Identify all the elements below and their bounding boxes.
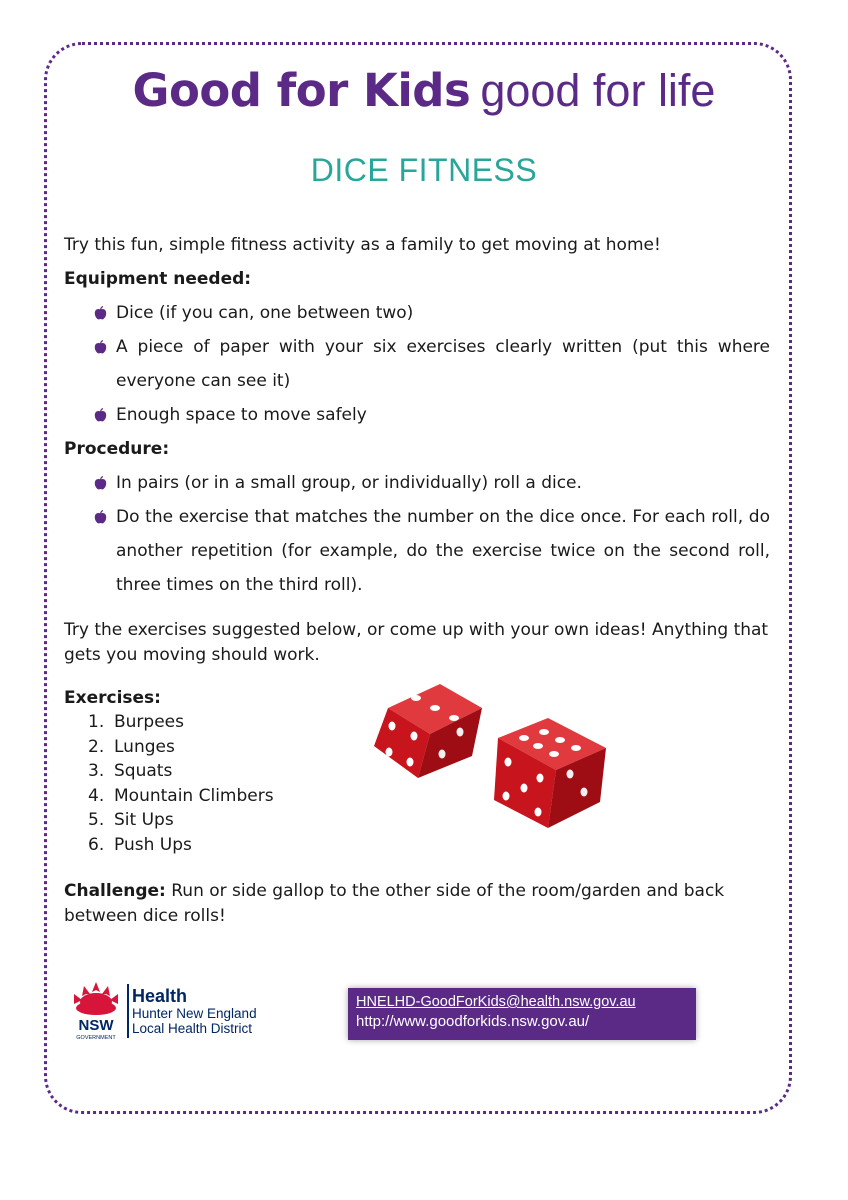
intro-text: Try this fun, simple fitness activity as a family to get moving at home! (64, 235, 661, 255)
procedure-item-text: In pairs (or in a small group, or individually) roll a dice. (116, 473, 582, 493)
challenge-label: Challenge: (64, 881, 166, 901)
health-wordmark: Health (132, 986, 188, 1006)
apple-bullet-icon (94, 408, 107, 422)
nsw-wordmark: NSW (78, 1017, 114, 1034)
exercise-label: Sit Ups (114, 810, 174, 830)
exercises-heading: Exercises: (64, 688, 161, 708)
district-line-1: Hunter New England (132, 1006, 257, 1021)
challenge-body: Run or side gallop to the other side of the room/garden and back between dice rolls! (64, 881, 725, 926)
logo-divider (127, 984, 129, 1038)
email-link[interactable]: HNELHD-GoodForKids@health.nsw.gov.au (356, 994, 636, 1010)
page-title: DICE FITNESS (310, 152, 538, 188)
list-item (94, 296, 770, 330)
website-url[interactable]: http://www.goodforkids.nsw.gov.au/ (356, 1013, 590, 1030)
equipment-item-text: Dice (if you can, one between two) (116, 303, 414, 323)
apple-bullet-icon (94, 340, 107, 354)
exercise-number: 6. (88, 834, 105, 855)
apple-bullet-icon (94, 476, 107, 490)
exercise-number: 3. (88, 761, 105, 781)
exercise-label: Lunges (114, 736, 175, 757)
equipment-item-text: A piece of paper with your six exercises clearly written (put this where everyone can see it) (116, 337, 770, 391)
list-item (94, 466, 770, 500)
brand-header (0, 64, 848, 117)
brand-tagline: good for life (480, 65, 716, 116)
exercise-number: 1. (88, 712, 105, 732)
district-line-2: Local Health District (132, 1021, 253, 1036)
red-dice-illustration (370, 680, 620, 840)
exercise-label: Squats (114, 761, 173, 781)
exercise-number: 4. (88, 785, 105, 806)
list-item (94, 330, 770, 398)
equipment-heading: Equipment needed: (64, 269, 252, 289)
challenge-text (64, 879, 770, 929)
health-district-name (132, 986, 257, 1036)
list-item (94, 398, 770, 432)
government-wordmark: GOVERNMENT (76, 1035, 116, 1041)
procedure-heading: Procedure: (64, 439, 170, 459)
exercise-number: 2. (88, 736, 105, 757)
procedure-list (64, 466, 770, 602)
apple-bullet-icon (94, 510, 107, 524)
equipment-item-text: Enough space to move safely (116, 405, 367, 425)
apple-bullet-icon (94, 306, 107, 320)
waratah-icon (66, 980, 126, 1042)
procedure-item-text: Do the exercise that matches the number on the dice once. For each roll, do another repetition (for example, do the exercise twice on the second roll, three times on the third roll). (116, 507, 770, 595)
suggestion-text: Try the exercises suggested below, or come up with your own ideas! Anything that gets you moving should work. (64, 620, 769, 665)
list-item (94, 500, 770, 602)
exercise-label: Push Ups (114, 834, 192, 855)
exercise-label: Burpees (114, 712, 184, 732)
exercise-number: 5. (88, 810, 105, 830)
dice-left-icon (374, 684, 482, 778)
dice-right-icon (494, 718, 606, 828)
contact-box (348, 988, 696, 1040)
exercise-label: Mountain Climbers (114, 785, 274, 806)
brand-name-bold: Good for Kids (132, 64, 471, 117)
equipment-list (64, 296, 770, 432)
